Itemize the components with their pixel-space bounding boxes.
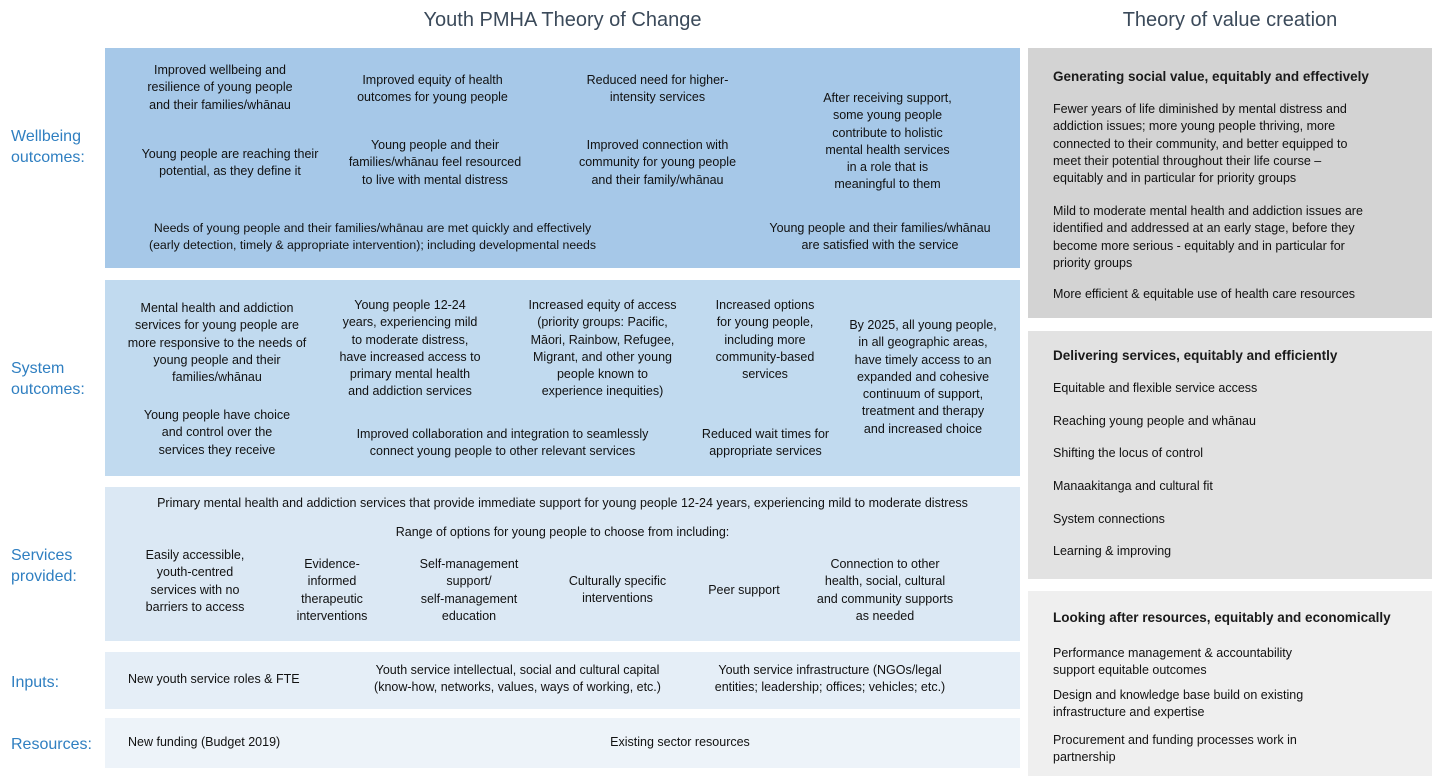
service-option: Evidence- informed therapeutic interventions — [296, 557, 368, 623]
wellbeing-outcome: Reduced need for higher- intensity services — [586, 73, 729, 105]
service-option: Self-management support/ self-management education — [419, 557, 519, 623]
value-resources-item: Design and knowledge base build on existing infrastructure and expertise — [1053, 688, 1304, 720]
value-deliver-item: System connections — [1053, 512, 1165, 526]
resource-item: New funding (Budget 2019) — [128, 735, 281, 749]
service-option: Easily accessible, youth-centred services with no barriers to access — [145, 548, 245, 614]
row-label-wellbeing: Wellbeing outcomes: — [11, 128, 85, 166]
services-provided-panel — [105, 487, 1020, 641]
wellbeing-outcome: After receiving support, some young people contribute to holistic mental health services in a role that is meaningful to them — [823, 91, 952, 192]
row-label-resources: Resources: — [11, 736, 92, 753]
system-outcome: By 2025, all young people, in all geographic areas, have timely access to an expanded and cohesive continuum of support, treatment and therapy and increased choice — [849, 318, 997, 436]
input-item: Youth service infrastructure (NGOs/legal entities; leadership; offices; vehicles; etc.) — [714, 663, 946, 695]
value-resources-item: Procurement and funding processes work in partnership — [1053, 733, 1297, 765]
theory-of-change-title: Youth PMHA Theory of Change — [423, 9, 702, 31]
system-outcomes-panel — [105, 280, 1020, 476]
wellbeing-outcome: Young people are reaching their potential, as they define it — [141, 147, 319, 179]
wellbeing-outcome: Young people and their families/whānau are satisfied with the service — [769, 221, 991, 253]
inputs-panel — [105, 652, 1020, 709]
system-outcome: Improved collaboration and integration to seamlessly connect young people to other relevant services — [356, 427, 649, 459]
value-deliver-heading: Delivering services, equitably and efficiently — [1053, 348, 1338, 363]
value-resources-item: Performance management & accountability support equitable outcomes — [1053, 646, 1293, 678]
resource-item: Existing sector resources — [610, 735, 750, 749]
value-deliver-item: Learning & improving — [1053, 544, 1172, 558]
service-option: Peer support — [708, 583, 780, 597]
value-social-item: Fewer years of life diminished by mental distress and addiction issues; more young people thriving, more connected to their community, and better equipped to meet their potential throughout their life course – equitably and in particular for priority groups — [1053, 102, 1348, 186]
wellbeing-outcome: Improved equity of health outcomes for young people — [357, 73, 508, 105]
row-label-services: Services provided: — [11, 547, 77, 585]
wellbeing-outcome: Improved wellbeing and resilience of young people and their families/whānau — [147, 63, 293, 112]
row-label-inputs: Inputs: — [11, 674, 60, 691]
value-deliver-panel — [1028, 331, 1432, 579]
value-deliver-item: Shifting the locus of control — [1053, 446, 1204, 460]
wellbeing-outcome: Improved connection with community for young people and their family/whānau — [578, 138, 737, 187]
input-item: New youth service roles & FTE — [128, 672, 300, 686]
value-deliver-item: Manaakitanga and cultural fit — [1053, 479, 1213, 493]
value-social-heading: Generating social value, equitably and effectively — [1053, 69, 1369, 84]
service-option: Connection to other health, social, cultural and community supports as needed — [816, 557, 954, 623]
system-outcome: Young people have choice and control over the services they receive — [143, 408, 291, 457]
services-range: Range of options for young people to choose from including: — [395, 525, 730, 539]
value-deliver-item: Reaching young people and whānau — [1053, 414, 1256, 428]
value-social-item: More efficient & equitable use of health care resources — [1053, 287, 1356, 301]
value-social-item: Mild to moderate mental health and addiction issues are identified and addressed at an early stage, before they become more serious - equitably and in particular for priority groups — [1053, 204, 1363, 270]
system-outcome: Reduced wait times for appropriate services — [701, 427, 830, 459]
value-deliver-item: Equitable and flexible service access — [1053, 381, 1258, 395]
input-item: Youth service intellectual, social and cultural capital (know-how, networks, values, ways of working, etc.) — [374, 663, 661, 695]
system-outcome: Increased options for young people, including more community-based services — [715, 298, 815, 382]
value-resources-heading: Looking after resources, equitably and economically — [1053, 610, 1391, 625]
system-outcome: Increased equity of access (priority groups: Pacific, Māori, Rainbow, Refugee, Migrant, and other young people known to experience inequities) — [528, 298, 677, 399]
wellbeing-outcome: Young people and their families/whānau feel resourced to live with mental distress — [348, 138, 522, 187]
resources-panel — [105, 718, 1020, 768]
value-social-panel — [1028, 48, 1432, 318]
value-creation-title: Theory of value creation — [1122, 9, 1338, 31]
row-label-system: System outcomes: — [11, 360, 85, 398]
system-outcome: Young people 12-24 years, experiencing mild to moderate distress, have increased access to primary mental health and addiction services — [339, 298, 481, 399]
value-resources-panel — [1028, 591, 1432, 776]
services-intro: Primary mental health and addiction services that provide immediate support for young people 12-24 years, experiencing mild to moderate distress — [157, 496, 968, 510]
service-option: Culturally specific interventions — [568, 574, 667, 606]
system-outcome: Mental health and addiction services for young people are more responsive to the needs of young people and their families/whānau — [127, 301, 307, 385]
wellbeing-outcome: Needs of young people and their families/whānau are met quickly and effectively (early detection, timely & appropriate intervention); including developmental needs — [148, 221, 597, 253]
wellbeing-outcomes-panel — [105, 48, 1020, 268]
